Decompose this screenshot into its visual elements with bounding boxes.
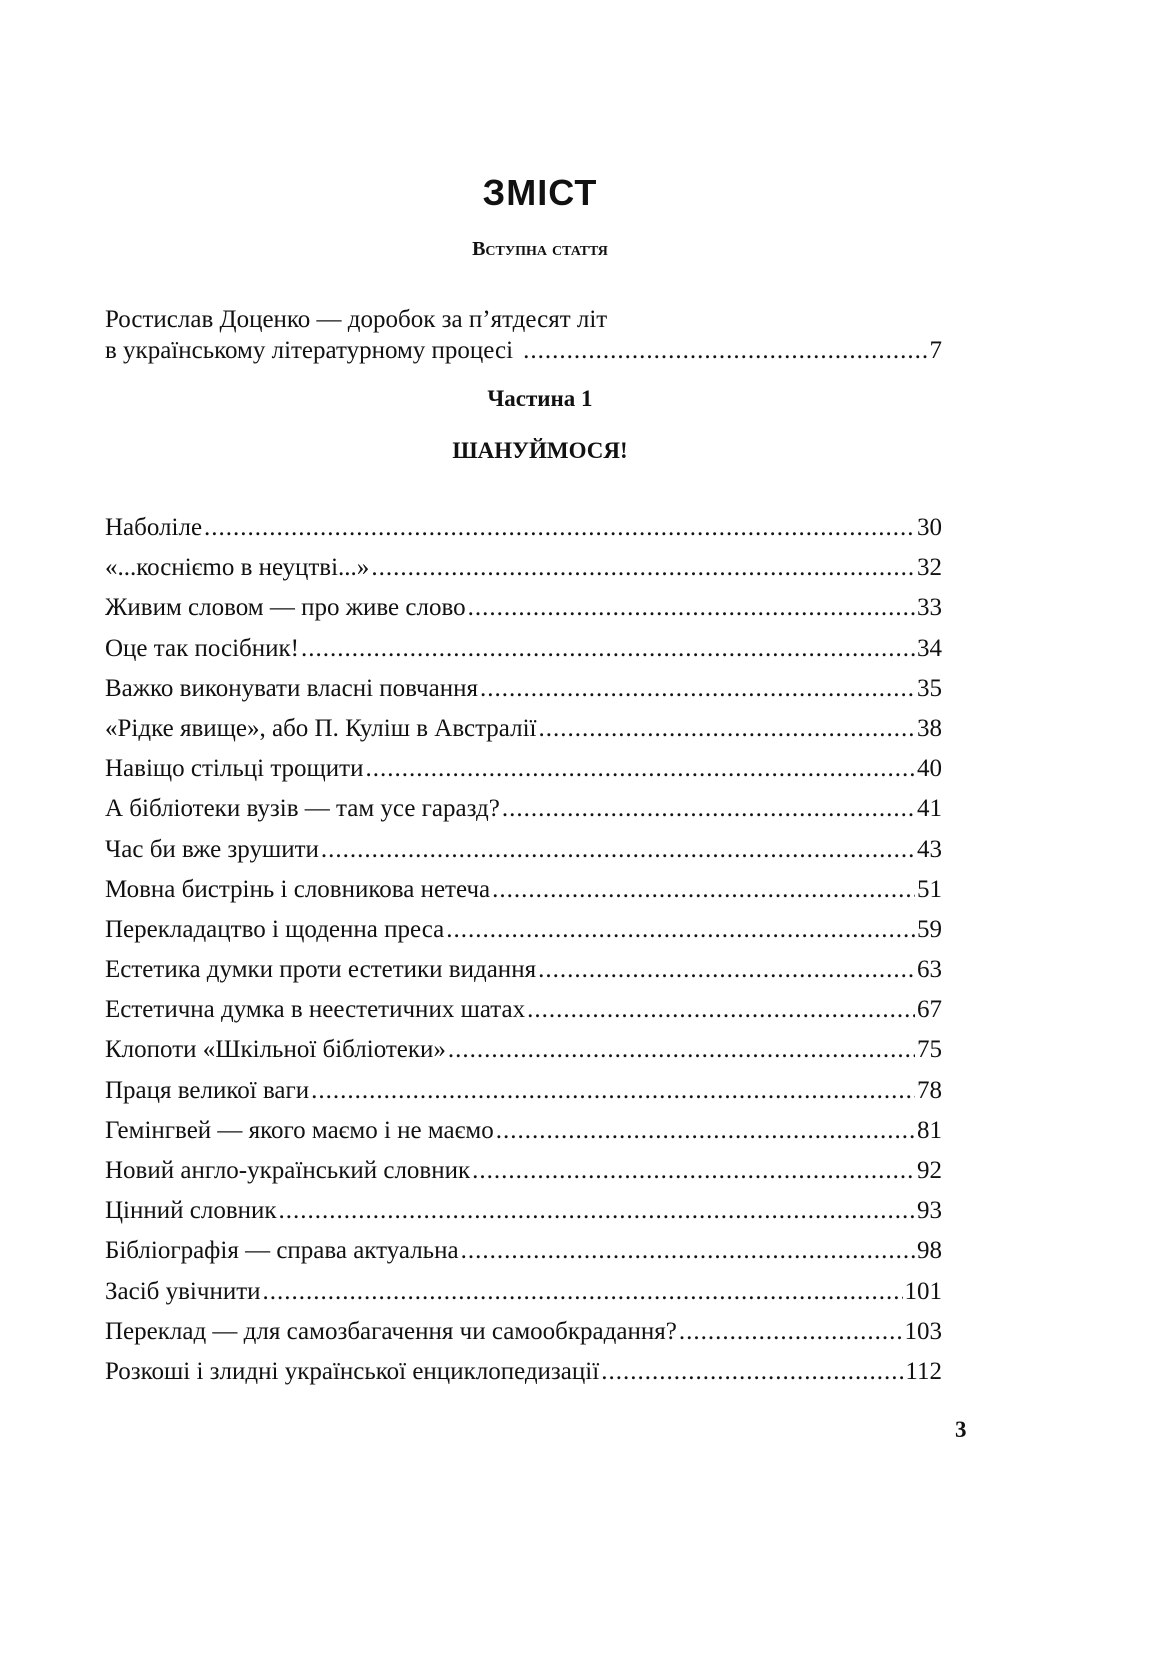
dot-leader — [468, 594, 915, 622]
dot-leader — [472, 1157, 915, 1185]
toc-entry — [105, 1358, 942, 1398]
toc-entry — [105, 1278, 942, 1318]
dot-leader — [527, 996, 915, 1024]
entry-page: 38 — [917, 714, 942, 742]
entry-page: 101 — [904, 1277, 942, 1305]
dot-leader — [446, 916, 915, 944]
toc-entry — [105, 1197, 942, 1237]
intro-entry-line2 — [105, 335, 942, 366]
entry-page: 98 — [917, 1237, 942, 1265]
dot-leader — [502, 795, 915, 823]
intro-heading: Вступна стаття — [472, 238, 608, 260]
toc-entry — [105, 594, 942, 634]
entry-page: 78 — [917, 1076, 942, 1104]
toc-entry — [105, 554, 942, 594]
entry-title: «Рідке явище», або П. Куліш в Австралії — [105, 714, 537, 742]
entry-title: Переклад — для самозбагачення чи самообкрадання? — [105, 1317, 677, 1345]
toc-entry — [105, 1117, 942, 1157]
dot-leader — [311, 1077, 915, 1105]
dot-leader — [448, 1036, 915, 1064]
toc-entry — [105, 675, 942, 715]
toc-entry — [105, 1237, 942, 1277]
entry-title: Естетична думка в неестетичних шатах — [105, 996, 526, 1024]
dot-leader — [301, 635, 915, 663]
entry-page: 51 — [917, 875, 942, 903]
toc-entry — [105, 635, 942, 675]
entry-page: 43 — [917, 835, 942, 863]
dot-leader — [371, 554, 915, 582]
toc-entry — [105, 1318, 942, 1358]
dot-leader — [461, 1237, 915, 1265]
intro-entry — [105, 304, 942, 366]
entry-page: 35 — [917, 674, 942, 702]
toc-entry — [105, 916, 942, 956]
dot-leader — [601, 1358, 903, 1386]
entry-title: Важко виконувати власні повчання — [105, 674, 478, 702]
toc-entry — [105, 795, 942, 835]
entry-title: Час би вже зрушити — [105, 835, 319, 863]
entry-title: Засіб увічнити — [105, 1277, 261, 1305]
page-number: 3 — [955, 1417, 967, 1442]
entry-title: Праця великої ваги — [105, 1076, 310, 1104]
dot-leader — [321, 836, 915, 864]
entry-page: 30 — [917, 514, 942, 541]
entry-page: 41 — [917, 795, 942, 823]
entry-title: Розкоші і злидні української енциклопедизації — [105, 1357, 600, 1385]
toc-entry — [105, 1157, 942, 1197]
dot-leader — [263, 1278, 903, 1306]
toc-entry — [105, 755, 942, 795]
entry-page: 63 — [917, 956, 942, 984]
entry-page: 93 — [917, 1197, 942, 1225]
entry-title: Естетика думки проти естетики видання — [105, 956, 537, 984]
entry-page: 7 — [929, 337, 942, 364]
toc-entry — [105, 1036, 942, 1076]
toc-entry — [105, 1077, 942, 1117]
dot-leader — [679, 1318, 903, 1346]
entry-title: Бібліографія — справа актуальна — [105, 1237, 459, 1265]
toc-entry — [105, 996, 942, 1036]
entry-page: 33 — [917, 594, 942, 622]
part-label: Частина 1 — [487, 386, 593, 411]
entry-title: Живим словом — про живе слово — [105, 594, 466, 622]
dot-leader — [538, 956, 915, 984]
dot-leader — [365, 755, 915, 783]
entry-page: 92 — [917, 1157, 942, 1184]
entry-page: 32 — [917, 554, 942, 582]
dot-leader — [204, 514, 915, 542]
intro-entry-line1: Ростислав Доценко — доробок за п’ятдесят літ — [105, 306, 608, 333]
toc-entry — [105, 876, 942, 916]
entry-title: Гемінгвей — якого маємо і не маємо — [105, 1116, 494, 1144]
dot-leader — [523, 335, 927, 366]
toc-entry — [105, 956, 942, 996]
entry-title: Мовна бистрінь і словникова нетеча — [105, 875, 491, 903]
dot-leader — [492, 876, 915, 904]
entry-page: 81 — [917, 1116, 942, 1144]
dot-leader — [496, 1117, 915, 1145]
part-title: ШАНУЙМОСЯ! — [452, 438, 628, 463]
entry-title: Перекладацтво і щоденна преса — [105, 915, 445, 943]
dot-leader — [480, 675, 915, 703]
entry-title: Наболіле — [105, 514, 203, 541]
entry-title: в українському літературному процесі — [105, 337, 514, 364]
toc-entry — [105, 715, 942, 755]
entry-title: Клопоти «Шкільної бібліотеки» — [105, 1036, 446, 1064]
entry-title: Оце так посібник! — [105, 634, 299, 662]
entry-page: 40 — [917, 755, 942, 783]
toc-list — [105, 514, 942, 1398]
entry-title: Цінний словник — [105, 1197, 277, 1225]
page-title: ЗМІСТ — [482, 172, 598, 213]
entry-title: «...коснієmо в неуцтві...» — [105, 554, 370, 582]
toc-entry — [105, 836, 942, 876]
entry-page: 103 — [904, 1317, 942, 1345]
toc-entry — [105, 514, 942, 554]
entry-page: 34 — [917, 634, 942, 662]
dot-leader — [279, 1197, 915, 1225]
entry-title: Навіщо стільці трощити — [105, 755, 364, 783]
entry-page: 67 — [917, 996, 942, 1024]
entry-page: 59 — [917, 915, 942, 943]
entry-title: Новий англо-український словник — [105, 1157, 471, 1184]
dot-leader — [538, 715, 915, 743]
entry-title: А бібліотеки вузів — там усе гаразд? — [105, 795, 500, 823]
entry-page: 75 — [917, 1036, 942, 1064]
entry-page: 112 — [905, 1357, 942, 1385]
